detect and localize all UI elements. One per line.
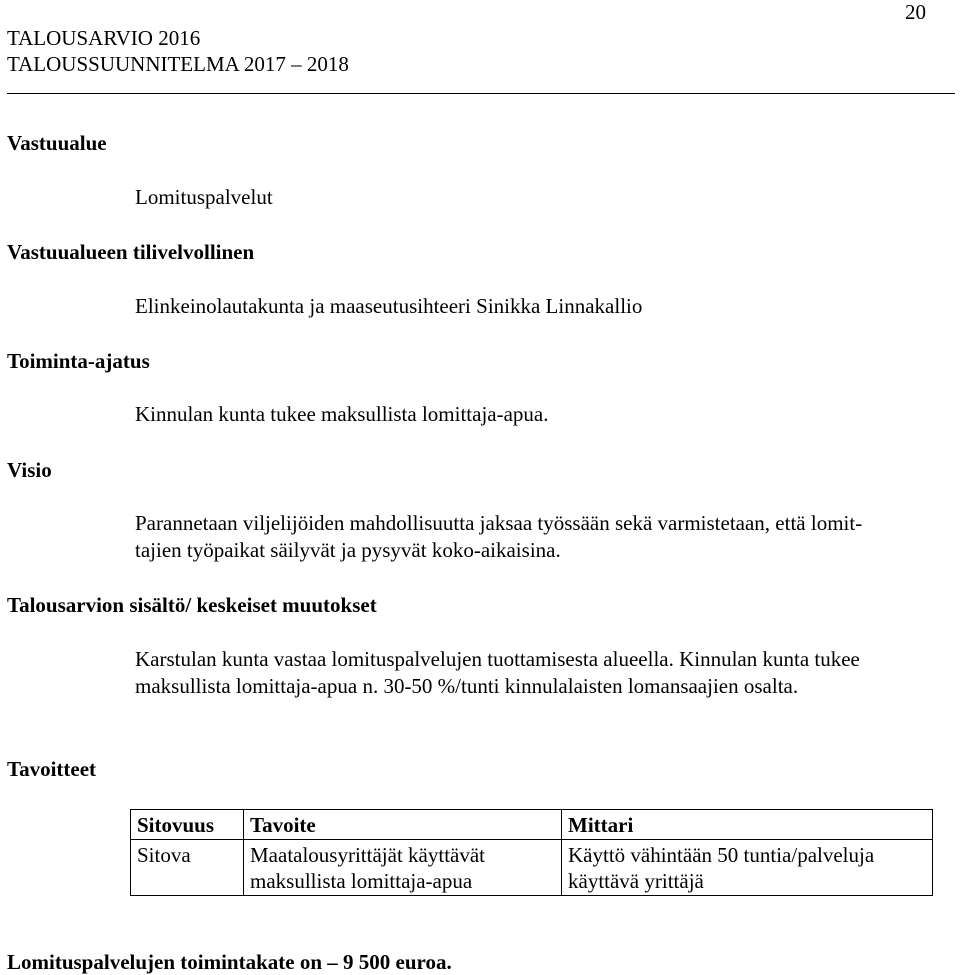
section-text-talousarvio-line2: maksullista lomittaja-apua n. 30-50 %/tunti kinnulalaisten lomansaajien osalta. [135,674,799,698]
cell-mittari-line1: Käyttö vähintään 50 tuntia/palveluja [568,843,875,867]
section-text-visio-line2: tajien työpaikat säilyvät ja pysyvät koko-aikaisina. [135,538,561,562]
section-text-talousarvio-line1: Karstulan kunta vastaa lomituspalvelujen tuottamisesta alueella. Kinnulan kunta tukee [135,647,860,671]
section-heading-visio: Visio [7,458,52,482]
section-text-visio-line1: Parannetaan viljelijöiden mahdollisuutta jaksaa työssään sekä varmistetaan, että lomit- [135,511,863,535]
column-header-mittari: Mittari [562,810,933,840]
section-text-vastuualue: Lomituspalvelut [135,185,273,209]
section-heading-tavoitteet: Tavoitteet [7,757,97,781]
section-heading-vastuualue: Vastuualue [7,131,107,155]
section-heading-talousarvio: Talousarvion sisältö/ keskeiset muutokset [7,593,377,617]
cell-mittari-line2: käyttävä yrittäjä [568,869,704,893]
section-heading-tilivelvollinen: Vastuualueen tilivelvollinen [7,240,255,264]
section-text-tilivelvollinen: Elinkeinolautakunta ja maaseutusihteeri Sinikka Linnakallio [135,294,643,318]
goals-table-header-row [131,810,933,840]
cell-mittari [562,840,933,896]
goals-table [130,809,933,896]
report-subtitle: TALOUSSUUNNITELMA 2017 – 2018 [7,52,349,76]
page-number: 20 [905,0,926,24]
cell-tavoite-line2: maksullista lomittaja-apua [250,869,473,893]
report-title: TALOUSARVIO 2016 [7,26,201,50]
section-text-toiminta-ajatus: Kinnulan kunta tukee maksullista lomittaja-apua. [135,402,549,426]
cell-tavoite [244,840,562,896]
section-heading-toiminta-ajatus: Toiminta-ajatus [7,349,150,373]
cell-sitovuus: Sitova [131,840,244,896]
cell-tavoite-line1: Maatalousyrittäjät käyttävät [250,843,485,867]
summary-line: Lomituspalvelujen toimintakate on – 9 500 euroa. [7,950,452,974]
column-header-sitovuus: Sitovuus [131,810,244,840]
table-row [131,840,933,896]
header-rule [7,93,955,94]
column-header-tavoite: Tavoite [244,810,562,840]
